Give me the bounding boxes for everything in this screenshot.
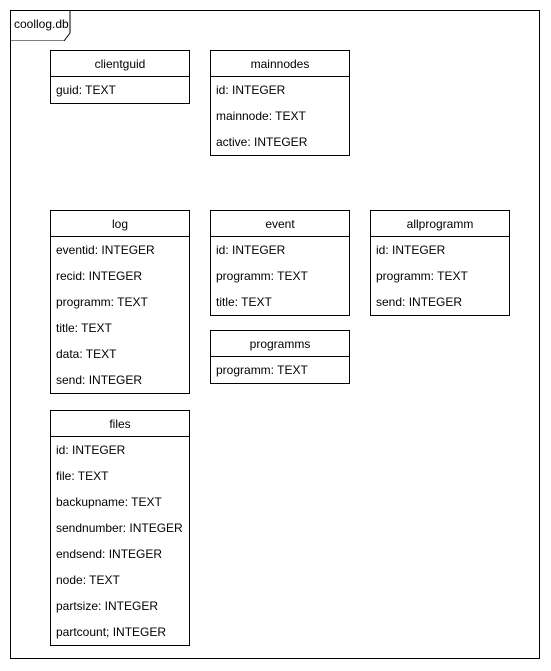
table-clientguid[interactable] [50,50,190,104]
frame-title: coollog.db [14,17,69,31]
table-log[interactable] [50,210,190,394]
table-header: allprogramm [371,211,509,237]
table-header: event [211,211,349,237]
table-field: id: INTEGER [56,443,126,457]
table-field: partsize: INTEGER [56,599,159,613]
table-field: id: INTEGER [216,243,286,257]
table-field: eventid: INTEGER [56,243,155,257]
table-field: sendnumber: INTEGER [56,521,183,535]
table-header: log [51,211,189,237]
table-field: programm: TEXT [216,363,308,377]
table-field: programm: TEXT [376,269,468,283]
table-files[interactable] [50,410,190,646]
table-field: title: TEXT [216,295,272,309]
table-field: send: INTEGER [56,373,143,387]
table-programms[interactable] [210,330,350,384]
table-field: active: INTEGER [216,135,308,149]
table-header: clientguid [51,51,189,77]
table-field: data: TEXT [56,347,117,361]
table-field: partcount; INTEGER [56,625,167,639]
table-field: send: INTEGER [376,295,463,309]
table-field: id: INTEGER [216,83,286,97]
table-field: id: INTEGER [376,243,446,257]
table-event[interactable] [210,210,350,316]
table-field: recid: INTEGER [56,269,143,283]
table-field: node: TEXT [56,573,120,587]
table-field: backupname: TEXT [56,495,162,509]
table-field: programm: TEXT [216,269,308,283]
table-field: programm: TEXT [56,295,148,309]
table-field: title: TEXT [56,321,112,335]
table-field: endsend: INTEGER [56,547,163,561]
table-header: files [51,411,189,437]
table-header: programms [211,331,349,357]
table-allprogramm[interactable] [370,210,510,316]
table-header: mainnodes [211,51,349,77]
table-mainnodes[interactable] [210,50,350,156]
table-field: mainnode: TEXT [216,109,306,123]
table-field: guid: TEXT [56,83,116,97]
table-field: file: TEXT [56,469,109,483]
